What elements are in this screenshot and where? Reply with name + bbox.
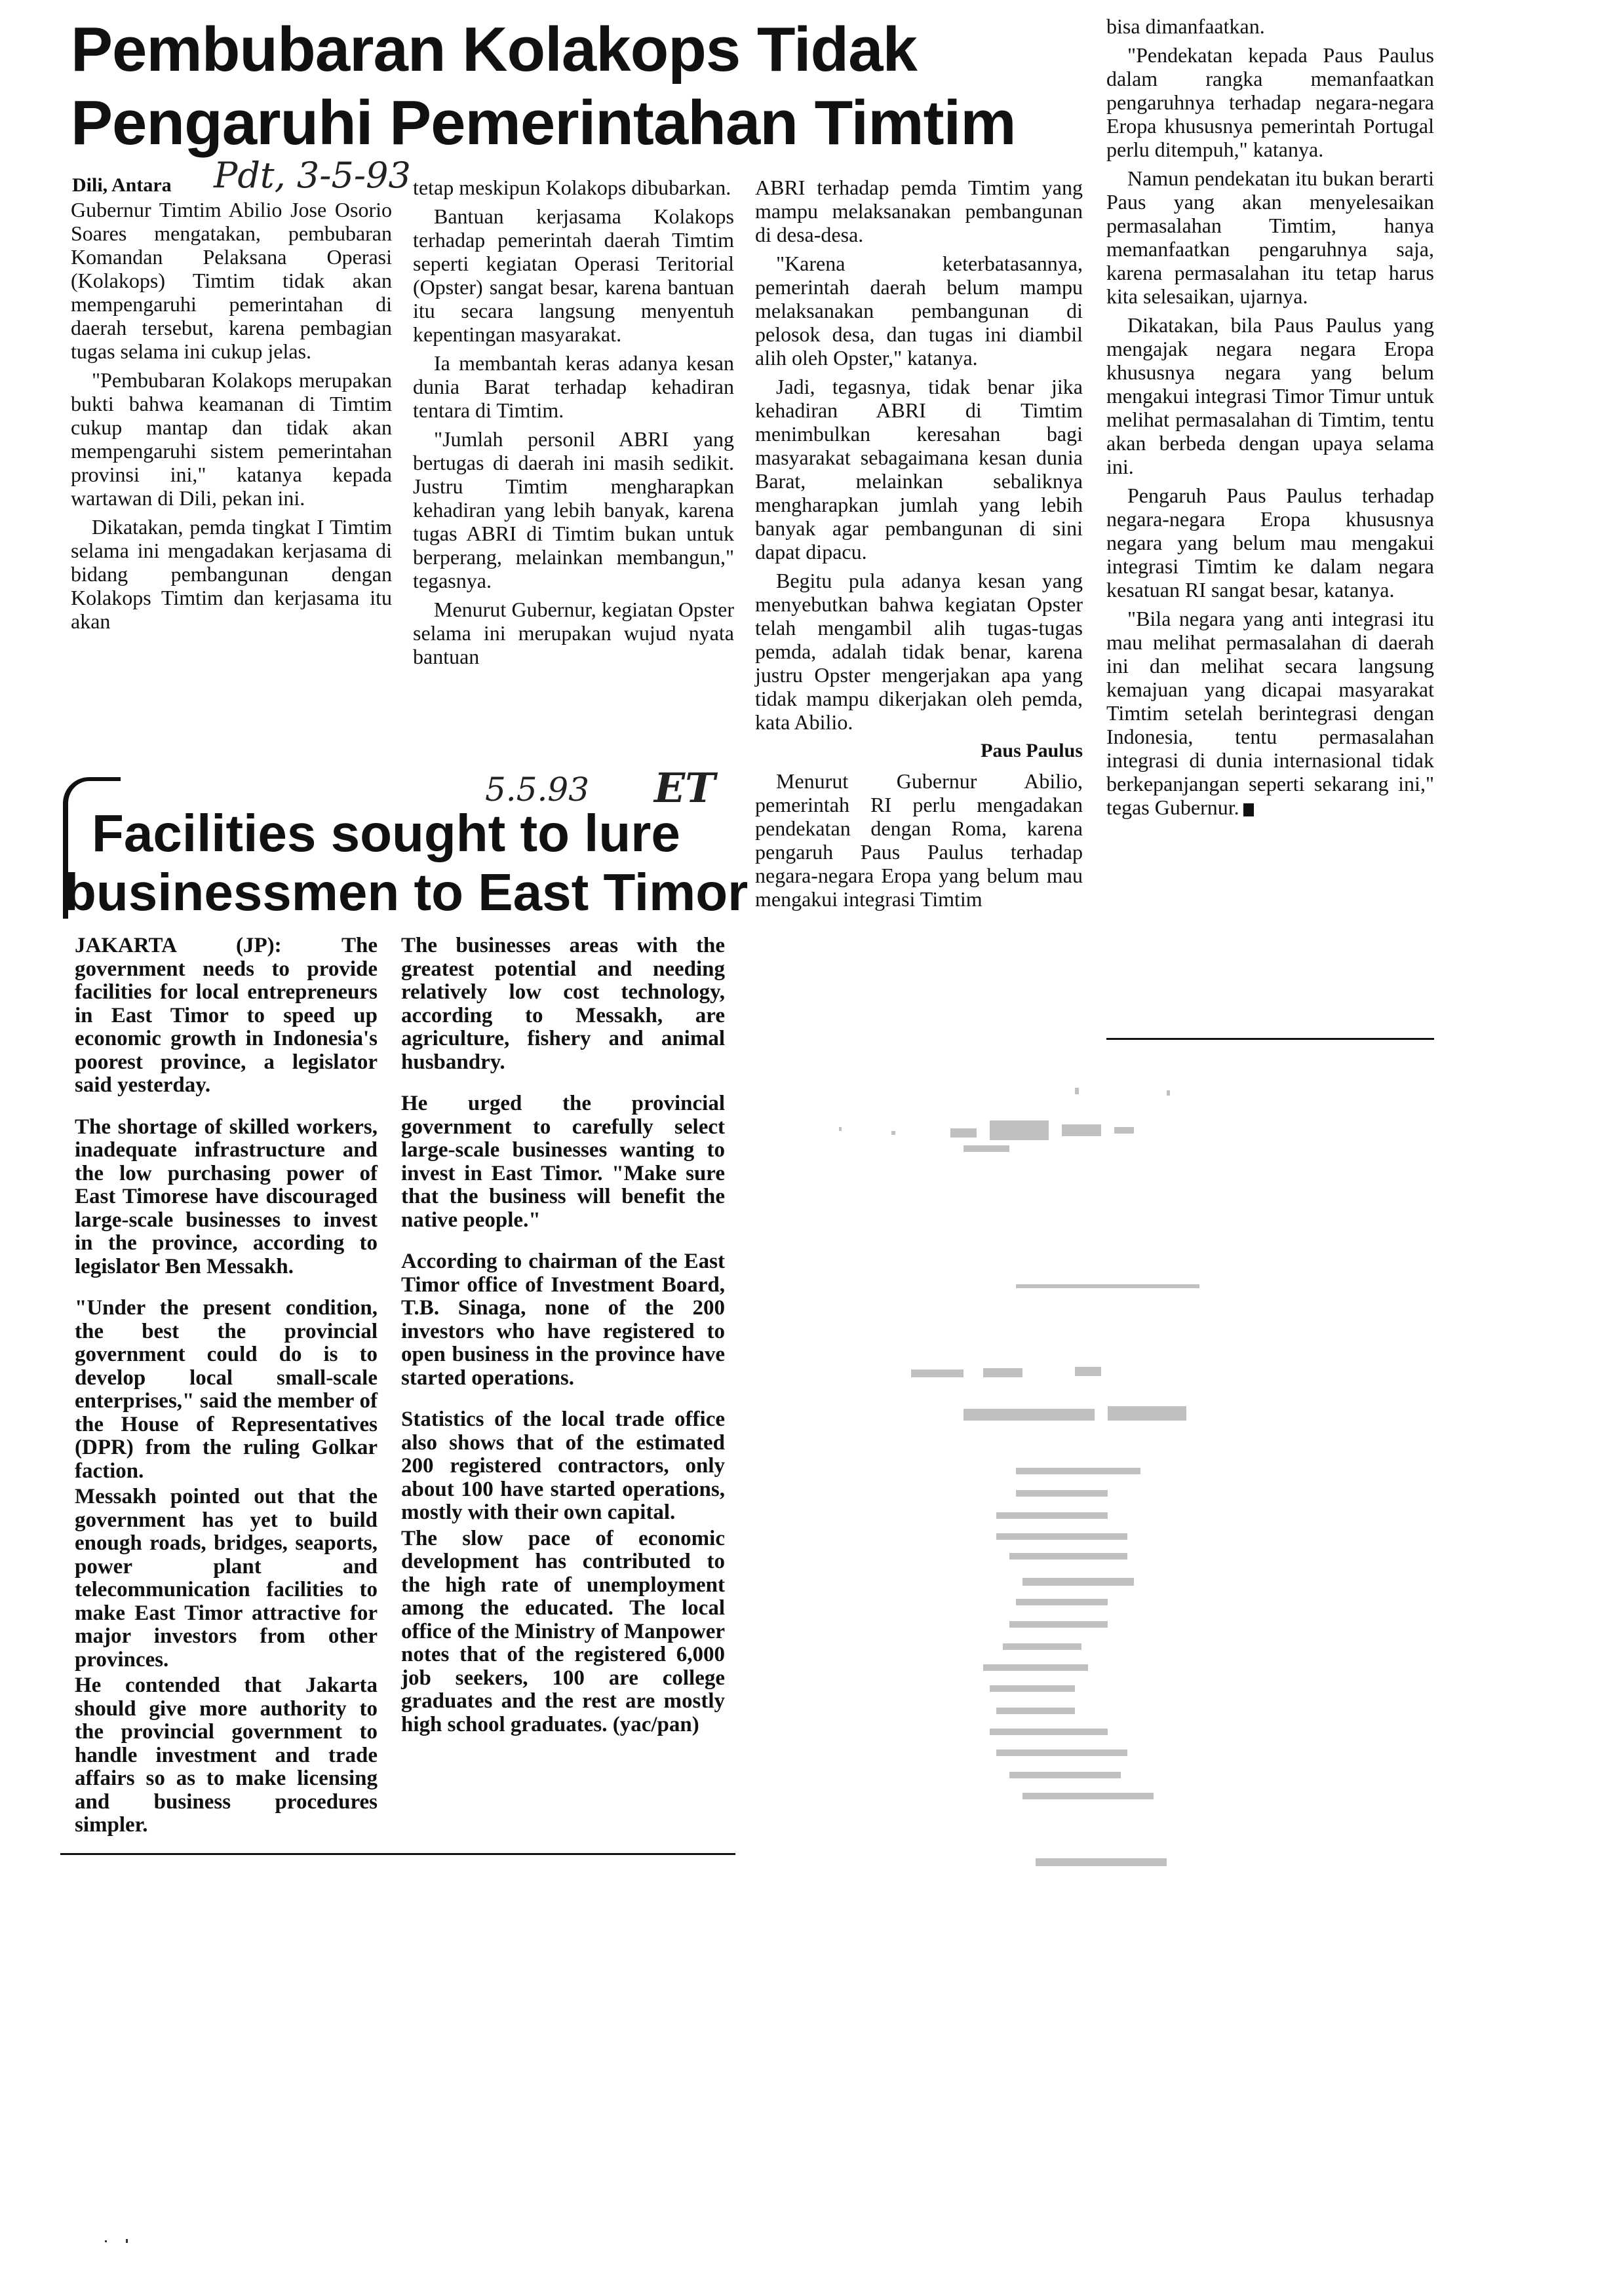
stray-scan-marks: [105, 2236, 131, 2241]
article1-col2-paragraph: Menurut Gubernur, kegiatan Opster selama ini merupakan wujud nyata bantuan: [413, 598, 734, 668]
article2-column-1: [75, 934, 378, 1856]
article2-col2-paragraph: The slow pace of economic development has contributed to the high rate of unemployment among the educated. The local office of the Ministry of Manpower notes that of the registered 6,000 job seekers, 100 are college graduates and the rest are mostly high school graduates. (yac/pan): [401, 1526, 725, 1736]
article1-col4-paragraph: bisa dimanfaatkan.: [1106, 14, 1265, 38]
article1-col1-paragraph: "Pembubaran Kolakops merupakan bukti bahwa keamanan di Timtim cukup mantap dan tidak akan mempengaruhi sistem pemerintahan provinsi ini," katanya kepada wartawan di Dili, pekan ini.: [71, 368, 392, 510]
article1-col2-paragraph: tetap meskipun Kolakops dibubarkan.: [413, 176, 731, 199]
article1-subhead: Paus Paulus: [981, 740, 1083, 761]
article2-col2-paragraph: The businesses areas with the greatest potential and needing relatively low cost technology, according to Messakh, are agriculture, fishery and animal husbandry.: [401, 934, 725, 1074]
article2-headline-line2: businessmen to East Timor: [64, 863, 749, 921]
article2-column-2: [401, 934, 725, 1755]
article1-final-quote: "Bila negara yang anti integrasi itu mau melihat permasalahan di daerah ini dan melihat secara langsung kemajuan yang dicapai masyarakat Timtim setelah berintegrasi dengan Indonesia, tentu permasalahan integrasi di dunia internasional tidak berkepanjangan seperti sekarang ini," tegas Gubernur.: [1106, 607, 1434, 819]
handwritten-date-note: 5.5.93: [485, 771, 590, 809]
article1-col2-paragraph: Bantuan kerjasama Kolakops terhadap pemerintah daerah Timtim seperti kegiatan Operasi Teritorial (Opster) sangat besar, karena bantuan itu secara langsung menyentuh kepentingan masyarakat.: [413, 204, 734, 346]
handwritten-date-annotation: Pdt, 3-5-93: [214, 155, 411, 196]
article2-col1-paragraph: JAKARTA (JP): The government needs to provide facilities for local entrepreneurs in East Timor to speed up economic growth in Indonesia's poorest province, a legislator said yesterday.: [75, 934, 378, 1097]
article1-col4-paragraph: Namun pendekatan itu bukan berarti Paus yang akan menyelesaikan permasalahan Timtim, hanya memanfaatkan pengaruhnya saja, karena permasalahan itu tetap harus kita selesaikan, ujarnya.: [1106, 166, 1434, 308]
article1-col3-paragraph: Menurut Gubernur Abilio, pemerintah RI perlu mengadakan pendekatan dengan Roma, karena pengaruh Paus Paulus terhadap negara-negara Eropa yang belum mau mengakui integrasi Timtim: [755, 769, 1083, 911]
article2-col2-paragraph: He urged the provincial government to carefully select large-scale businesses wanting to invest in East Timor. "Make sure that the business will benefit the native people.": [401, 1092, 725, 1232]
article1-col3-paragraph: Jadi, tegasnya, tidak benar jika kehadiran ABRI di Timtim menimbulkan keresahan bagi masyarakat sebagaimana kesan dunia Barat, melainkan sebaliknya mengharapkan jumlah yang lebih banyak agar pembangunan di sini dapat dipacu.: [755, 375, 1083, 564]
article1-col3-paragraph: Begitu pula adanya kesan yang menyebutkan bahwa kegiatan Opster telah mengambil alih tugas-tugas pemda, adalah tidak benar, karena justru Opster mengerjakan apa yang tidak mampu dikerjakan oleh pemda, kata Abilio.: [755, 569, 1083, 734]
article1-headline-line2: Pengaruhi Pemerintahan Timtim: [71, 88, 1016, 158]
article1-end-rule: [1106, 1038, 1434, 1040]
bleed-through-ghost-area: [800, 1075, 1390, 2057]
article1-col1-paragraph: Gubernur Timtim Abilio Jose Osorio Soares mengatakan, pembubaran Komandan Pelaksana Operasi (Kolakops) Timtim tidak akan mempengaruhi pemerintahan di daerah tersebut, karena pembagian tugas selama ini cukup jelas.: [71, 198, 392, 363]
article1-col4-paragraph: "Pendekatan kepada Paus Paulus dalam rangka memanfaatkan pengaruhnya terhadap negara-negara Eropa khususnya pemerintah Portugal perlu ditempuh," katanya.: [1106, 43, 1434, 161]
article1-col3-paragraph: ABRI terhadap pemda Timtim yang mampu melaksanakan pembangunan di desa-desa.: [755, 176, 1083, 246]
article2-col1-paragraph: "Under the present condition, the best the provincial government could do is to develop local small-scale enterprises," said the member of the House of Representatives (DPR) from the ruling Golkar faction.: [75, 1296, 378, 1483]
article1-headline-line1: Pembubaran Kolakops Tidak: [71, 14, 917, 85]
end-mark-icon: [1243, 803, 1254, 816]
article2-col1-paragraph: Messakh pointed out that the government has yet to build enough roads, bridges, seaports, power plant and telecommunication facilities to make East Timor attractive for major investors from other provinces.: [75, 1485, 378, 1672]
article1-col4-paragraph: Pengaruh Paus Paulus terhadap negara-negara Eropa khususnya negara yang belum mau mengakui integrasi Timtim ke dalam negara kesatuan RI sangat besar, katanya.: [1106, 484, 1434, 602]
article1-col1-paragraph: Dikatakan, pemda tingkat I Timtim selama ini mengadakan kerjasama di bidang pembangunan dengan Kolakops Timtim dan kerjasama itu akan: [71, 515, 392, 633]
article2-bottom-rule: [60, 1853, 735, 1855]
handwritten-initials-mark: ET: [654, 764, 716, 812]
article2-col2-paragraph: Statistics of the local trade office also shows that of the estimated 200 registered contractors, only about 100 have started operations, mostly with their own capital.: [401, 1407, 725, 1524]
article1-col4-paragraph: Dikatakan, bila Paus Paulus yang mengajak negara negara Eropa khususnya negara yang belum mengakui integrasi Timor Timur untuk melihat permasalahan di Timtim, tentu akan berbeda dengan upaya selama ini.: [1106, 313, 1434, 478]
article1-col2-paragraph: Ia membantah keras adanya kesan dunia Barat terhadap kehadiran tentara di Timtim.: [413, 351, 734, 422]
article2-col1-paragraph: He contended that Jakarta should give more authority to the provincial government to handle investment and trade affairs so as to make licensing and business procedures simpler.: [75, 1674, 378, 1837]
article2-col1-paragraph: The shortage of skilled workers, inadequate infrastructure and the low purchasing power of East Timorese have discouraged large-scale businesses to invest in the province, according to legislator Ben Messakh.: [75, 1115, 378, 1278]
article1-dateline: Dili, Antara: [72, 174, 172, 196]
article1-col3-paragraph: "Karena keterbatasannya, pemerintah daerah belum mampu melaksanakan pembangunan di pelosok desa, dan tugas ini diambil alih oleh Opster," katanya.: [755, 252, 1083, 370]
article1-column-2: [413, 176, 734, 674]
article1-col2-paragraph: "Jumlah personil ABRI yang bertugas di daerah ini masih sedikit. Justru Timtim mengharapkan kehadiran yang lebih banyak, karena tugas ABRI di Timtim bukan untuk berperang, melainkan membangun," tegasnya.: [413, 427, 734, 592]
article1-column-4: [1106, 14, 1434, 824]
article2-headline-line1: Facilities sought to lure: [92, 804, 680, 862]
article1-column-3: [755, 176, 1083, 916]
article1-column-1: [71, 198, 392, 638]
article1-col4-paragraph: [1106, 607, 1434, 819]
bleed-through-marks: [800, 1075, 1390, 2057]
article2-col2-paragraph: According to chairman of the East Timor office of Investment Board, T.B. Sinaga, none of the 200 investors who have registered to open business in the province have started operations.: [401, 1250, 725, 1390]
